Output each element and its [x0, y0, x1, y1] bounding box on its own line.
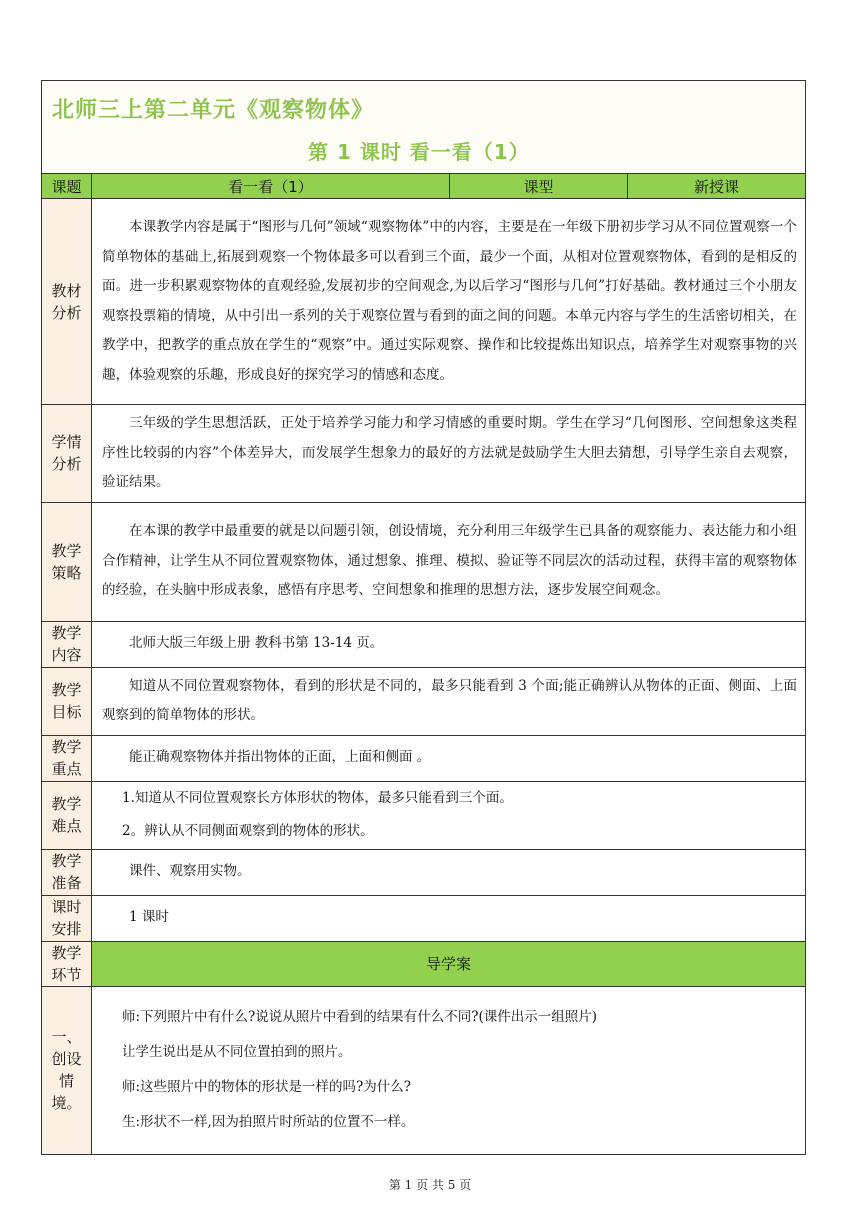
section-text	[92, 781, 806, 849]
sub-title: 第 1 课时 看一看（1）	[308, 140, 530, 164]
section-label: 一、创设情境。	[42, 986, 92, 1154]
section-goals	[42, 667, 806, 735]
type-label: 课型	[450, 174, 628, 199]
section-text: 本课教学内容是属于“图形与几何”领域“观察物体”中的内容，主要是在一年级下册初步学习从不同位置观察一个简单物体的基础上,拓展到观察一个物体最多可以看到三个面，最少一个面，从相对位置观察物体，看到的是相反的面。进一步积累观察物体的直观经验,发展初步的空间观念,为以后学习“图形与几何”打好基础。教材通过三个小朋友观察投票箱的情境，从中引出一系列的关于观察位置与看到的面之间的问题。本单元内容与学生的生活密切相关，在教学中，把教学的重点放在学生的“观察”中。通过实际观察、操作和比较提炼出知识点，培养学生对观察事物的兴趣，体验观察的乐趣，形成良好的探究学习的情感和态度。	[92, 199, 806, 405]
section-students	[42, 405, 806, 503]
section-difficulties	[42, 781, 806, 849]
section-strategy	[42, 502, 806, 621]
title-cell	[42, 81, 806, 174]
section-text: 三年级的学生思想活跃，正处于培养学习能力和学习情感的重要时期。学生在学习“几何图形、空间想象这类程序性比较弱的内容”个体差异大，而发展学生想象力的最好的方法就是鼓励学生大胆去猜想，引导学生亲自去观察，验证结果。	[92, 405, 806, 503]
dialogue-line: 生:形状不一样,因为拍照片时所站的位置不一样。	[122, 1114, 415, 1130]
section-label: 课时安排	[42, 895, 92, 941]
page-footer: 第 1 页 共 5 页	[388, 1178, 472, 1192]
section-text: 课件、观察用实物。	[92, 849, 806, 895]
section-text: 能正确观察物体并指出物体的正面，上面和侧面 。	[92, 735, 806, 781]
topic-value: 看一看（1）	[92, 174, 450, 199]
section-stage	[42, 941, 806, 986]
section-text: 北师大版三年级上册 教科书第 13-14 页。	[92, 621, 806, 667]
info-row	[42, 174, 806, 199]
dialogue-line: 师:这些照片中的物体的形状是一样的吗?为什么?	[122, 1079, 412, 1095]
section-text: 1 课时	[92, 895, 806, 941]
section-prep	[42, 849, 806, 895]
section-key-points	[42, 735, 806, 781]
type-value: 新授课	[628, 174, 806, 199]
section-text	[92, 986, 806, 1154]
difficulty-line: 1.知道从不同位置观察长方体形状的物体，最多只能看到三个面。	[122, 790, 513, 806]
section-schedule	[42, 895, 806, 941]
section-label: 教学难点	[42, 781, 92, 849]
section-label: 教学重点	[42, 735, 92, 781]
difficulty-line: 2。辨认从不同侧面观察到的物体的形状。	[122, 823, 374, 839]
section-label: 教学内容	[42, 621, 92, 667]
section-label: 教学策略	[42, 502, 92, 621]
section-label: 教学目标	[42, 667, 92, 735]
section-step1	[42, 986, 806, 1154]
guide-header: 导学案	[92, 941, 806, 986]
dialogue-line: 让学生说出是从不同位置拍到的照片。	[122, 1044, 352, 1060]
section-label: 教学准备	[42, 849, 92, 895]
section-material	[42, 199, 806, 405]
section-text: 知道从不同位置观察物体，看到的形状是不同的，最多只能看到 3 个面;能正确辨认从物体的正面、侧面、上面观察到的简单物体的形状。	[92, 667, 806, 735]
section-label: 教材分析	[42, 199, 92, 405]
dialogue-line: 师:下列照片中有什么?说说从照片中看到的结果有什么不同?(课件出示一组照片)	[122, 1009, 598, 1025]
section-content	[42, 621, 806, 667]
section-text: 在本课的教学中最重要的就是以问题引领，创设情境，充分利用三年级学生已具备的观察能力、表达能力和小组合作精神，让学生从不同位置观察物体，通过想象、推理、模拟、验证等不同层次的活动过程，获得丰富的观察物体的经验，在头脑中形成表象，感悟有序思考、空间想象和推理的思想方法，逐步发展空间观念。	[92, 502, 806, 621]
section-label: 学情分析	[42, 405, 92, 503]
topic-label: 课题	[42, 174, 92, 199]
main-title: 北师三上第二单元《观察物体》	[52, 98, 375, 123]
section-label: 教学环节	[42, 941, 92, 986]
lesson-plan-table	[41, 80, 806, 1155]
